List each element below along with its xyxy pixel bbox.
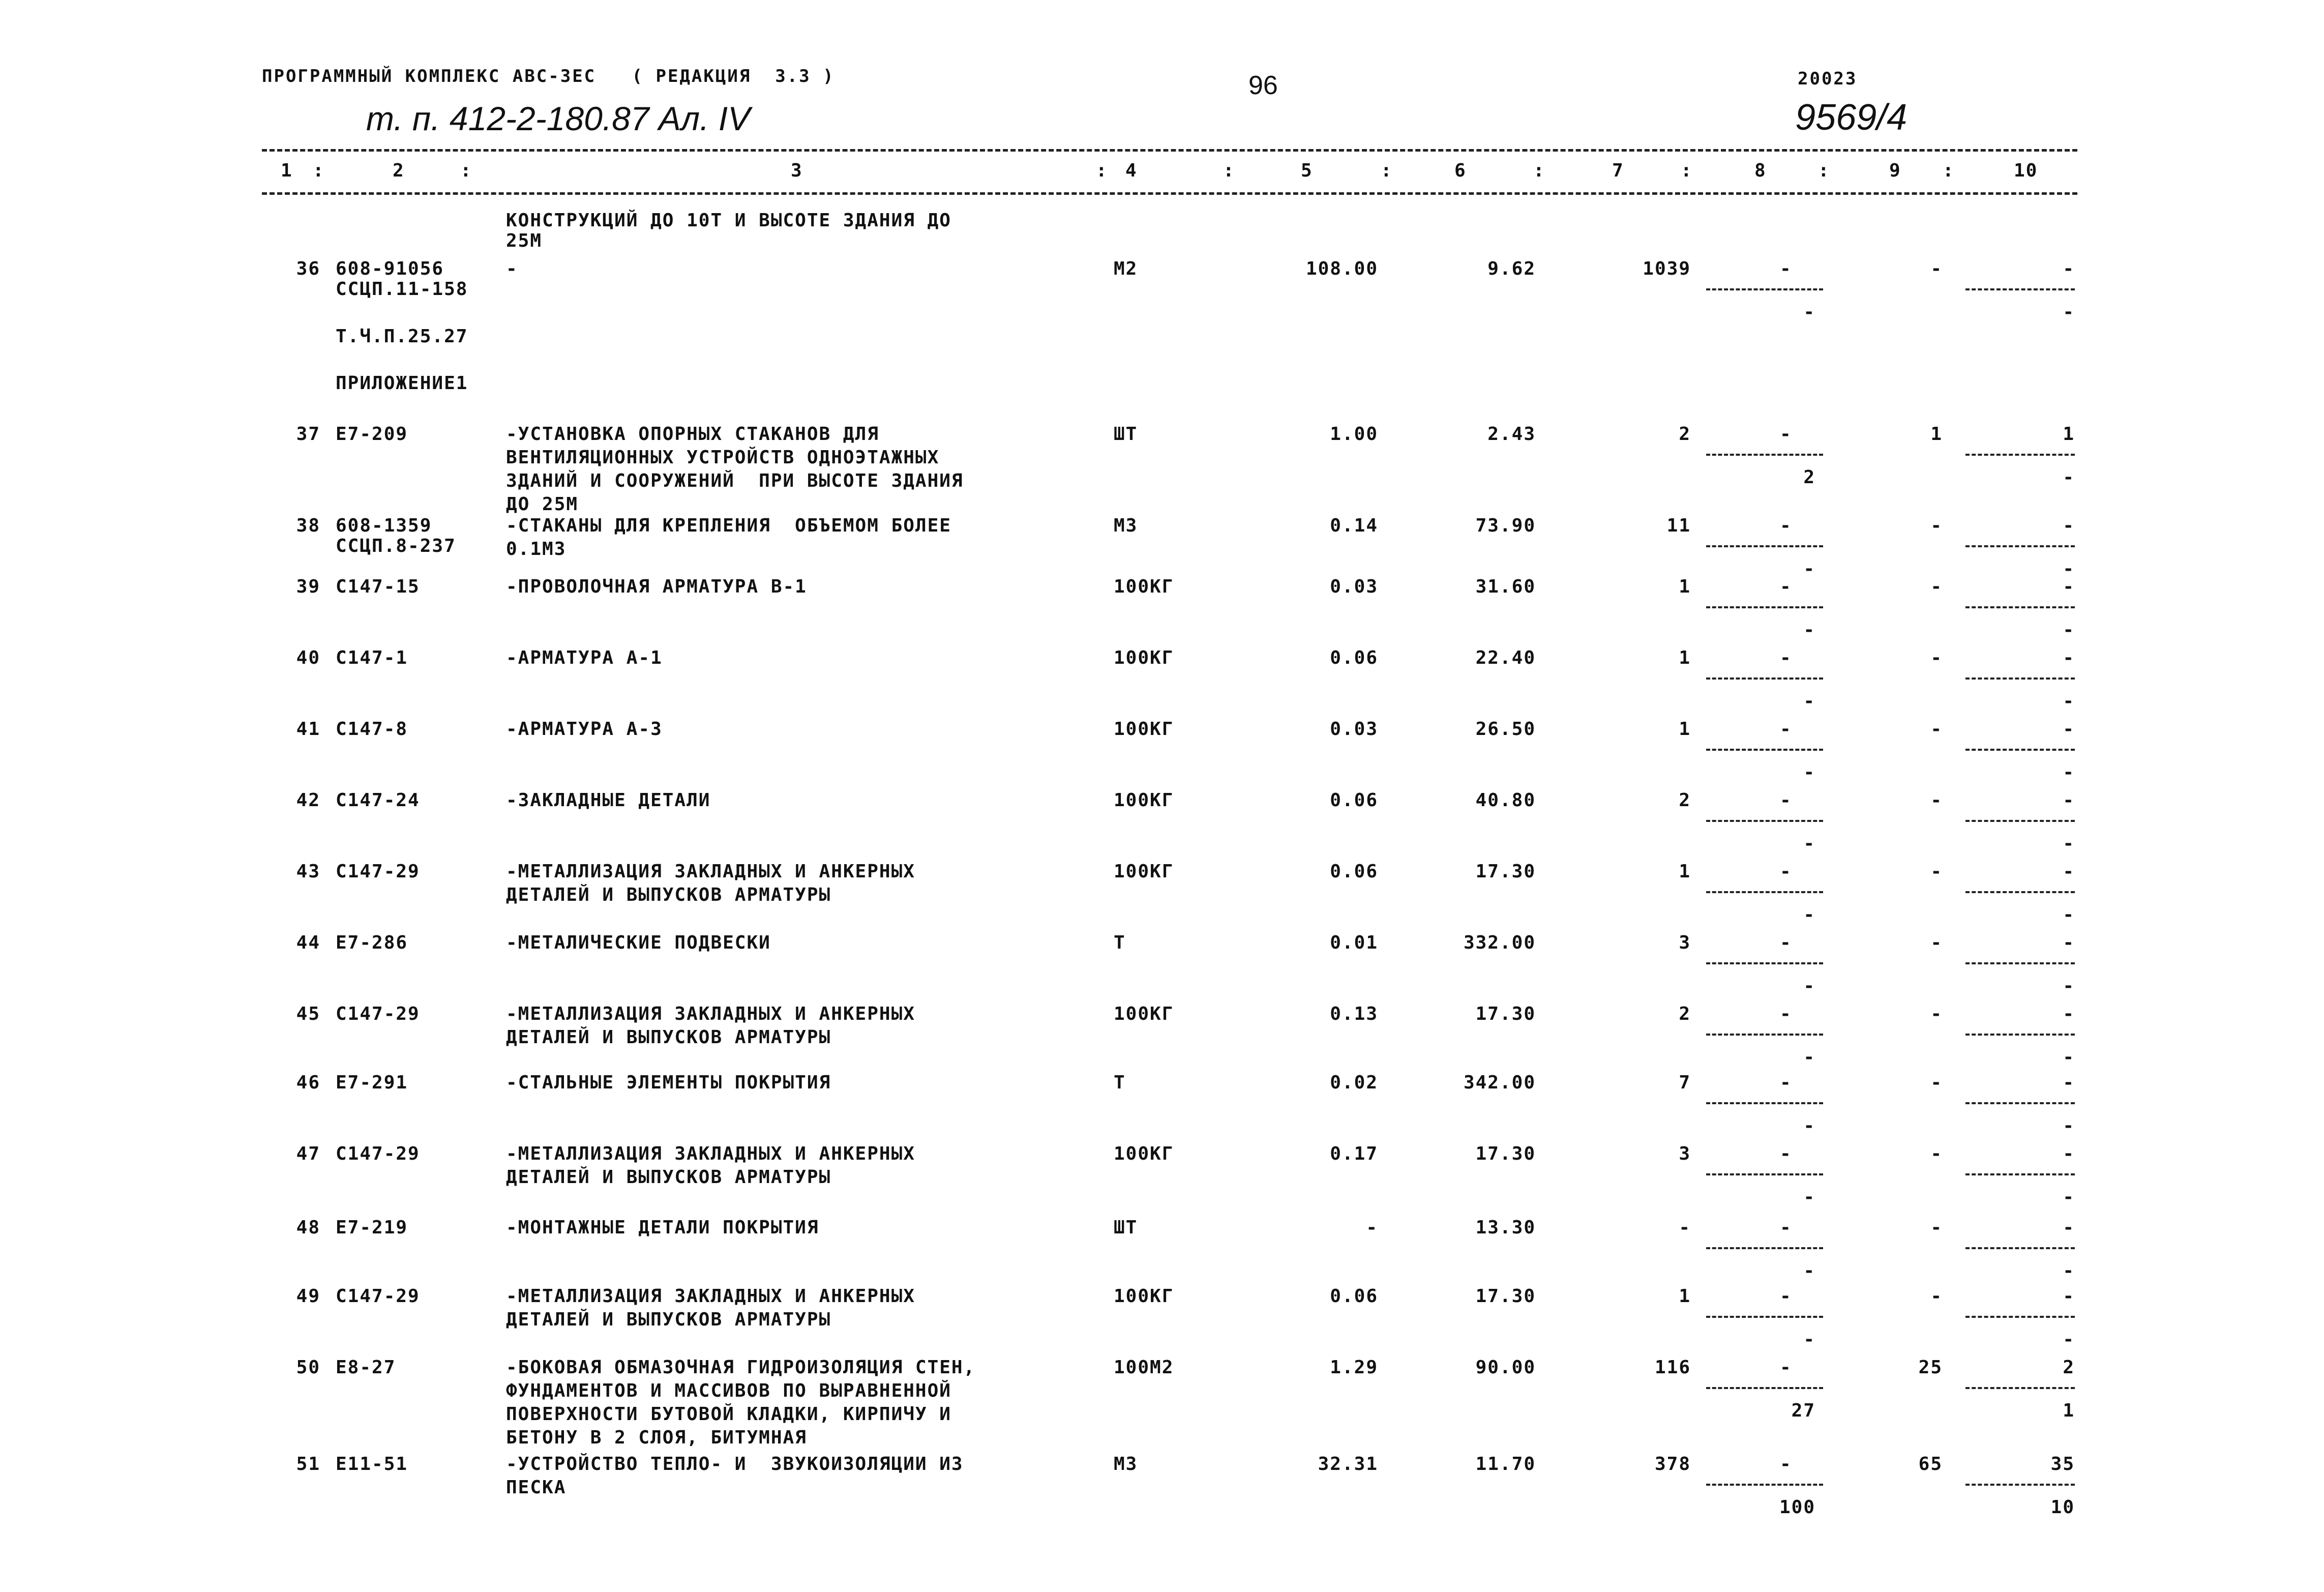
tech-part-ref: Т.Ч.П.25.27 <box>336 326 468 347</box>
col9-value: 25 <box>1918 1357 1943 1378</box>
unit-price: 11.70 <box>1475 1454 1536 1475</box>
col10-fraction-line <box>1965 1484 2075 1486</box>
item-description: -ЗАКЛАДНЫЕ ДЕТАЛИ <box>506 790 711 811</box>
total-cost: 1 <box>1679 719 1691 740</box>
col8-bottom: 27 <box>1791 1400 1815 1421</box>
col8-bottom: - <box>1803 620 1815 640</box>
unit-price: 31.60 <box>1475 576 1536 597</box>
quantity: 108.00 <box>1305 258 1378 279</box>
row-number: 36 <box>296 258 320 279</box>
unit-price: 26.50 <box>1475 719 1536 740</box>
col8-fraction-line <box>1706 962 1823 964</box>
col9-value: - <box>1930 932 1943 953</box>
row-number: 47 <box>296 1143 320 1164</box>
col10-fraction-line <box>1965 677 2075 680</box>
col8-bottom: - <box>1803 558 1815 579</box>
column-separator: : <box>1818 160 1830 181</box>
column-number: 6 <box>1454 160 1467 181</box>
total-cost: 7 <box>1679 1072 1691 1093</box>
col10-top: - <box>2063 861 2075 882</box>
item-description: ДЕТАЛЕЙ И ВЫПУСКОВ АРМАТУРЫ <box>506 1167 831 1188</box>
total-cost: 1039 <box>1643 258 1691 279</box>
col10-top: 35 <box>2050 1454 2075 1475</box>
col8-top: - <box>1780 1217 1792 1238</box>
unit: ШТ <box>1114 1217 1138 1238</box>
column-separator: : <box>1943 160 1955 181</box>
column-number: 4 <box>1125 160 1138 181</box>
item-code: 608-91056 <box>336 258 444 279</box>
col8-fraction-line <box>1706 606 1823 608</box>
col10-bottom: - <box>2063 691 2075 712</box>
column-number: 9 <box>1889 160 1901 181</box>
col8-top: - <box>1780 647 1792 668</box>
col10-top: - <box>2063 1004 2075 1024</box>
col8-bottom: - <box>1803 1329 1815 1350</box>
item-description: - <box>506 258 518 279</box>
col10-bottom: - <box>2063 558 2075 579</box>
col8-top: - <box>1780 1286 1792 1307</box>
item-description: ДЕТАЛЕЙ И ВЫПУСКОВ АРМАТУРЫ <box>506 1309 831 1330</box>
col8-top: - <box>1780 1357 1792 1378</box>
column-separator: : <box>1381 160 1393 181</box>
unit: ШТ <box>1114 424 1138 445</box>
unit-price: 17.30 <box>1475 861 1536 882</box>
total-cost: 3 <box>1679 932 1691 953</box>
row-number: 46 <box>296 1072 320 1093</box>
col8-bottom: - <box>1803 762 1815 783</box>
unit-price: 342.00 <box>1463 1072 1536 1093</box>
col8-top: - <box>1780 719 1792 740</box>
col10-bottom: - <box>2063 1047 2075 1068</box>
col10-fraction-line <box>1965 1247 2075 1249</box>
col10-bottom: - <box>2063 904 2075 925</box>
col8-fraction-line <box>1706 545 1823 547</box>
col10-fraction-line <box>1965 454 2075 456</box>
column-separator: : <box>1533 160 1545 181</box>
col10-top: - <box>2063 1072 2075 1093</box>
col8-top: - <box>1780 1004 1792 1024</box>
quantity: 0.02 <box>1330 1072 1378 1093</box>
col10-top: - <box>2063 1286 2075 1307</box>
col8-fraction-line <box>1706 749 1823 751</box>
quantity: 0.06 <box>1330 861 1378 882</box>
item-description: -АРМАТУРА А-3 <box>506 719 663 740</box>
col10-top: - <box>2063 1217 2075 1238</box>
col8-top: - <box>1780 424 1792 445</box>
item-code: С147-24 <box>336 790 420 811</box>
col8-fraction-line <box>1706 1173 1823 1175</box>
unit: Т <box>1114 1072 1126 1093</box>
quantity: 32.31 <box>1318 1454 1378 1475</box>
unit: 100КГ <box>1114 576 1174 597</box>
total-cost: 116 <box>1654 1357 1691 1378</box>
quantity: 0.03 <box>1330 719 1378 740</box>
item-description: ДЕТАЛЕЙ И ВЫПУСКОВ АРМАТУРЫ <box>506 1027 831 1048</box>
col10-bottom: - <box>2063 833 2075 854</box>
document-code: 20023 <box>1798 69 1858 89</box>
total-cost: 3 <box>1679 1143 1691 1164</box>
col9-value: - <box>1930 1217 1943 1238</box>
unit-price: 13.30 <box>1475 1217 1536 1238</box>
unit: 100КГ <box>1114 1286 1174 1307</box>
item-code: Е7-291 <box>336 1072 408 1093</box>
col8-bottom: - <box>1803 691 1815 712</box>
col8-bottom: - <box>1803 976 1815 996</box>
col10-top: - <box>2063 258 2075 279</box>
col10-fraction-line <box>1965 1034 2075 1036</box>
unit: М3 <box>1114 1454 1138 1475</box>
quantity: 0.06 <box>1330 790 1378 811</box>
item-description: -УСТАНОВКА ОПОРНЫХ СТАКАНОВ ДЛЯ <box>506 424 879 445</box>
item-code: С147-29 <box>336 1004 420 1024</box>
page-number: 96 <box>1248 71 1278 100</box>
item-description: 0.1М3 <box>506 539 567 559</box>
row-number: 38 <box>296 515 320 536</box>
col10-fraction-line <box>1965 820 2075 822</box>
row-number: 43 <box>296 861 320 882</box>
item-description: -МЕТАЛЛИЗАЦИЯ ЗАКЛАДНЫХ И АНКЕРНЫХ <box>506 861 915 882</box>
item-description: ПОВЕРХНОСТИ БУТОВОЙ КЛАДКИ, КИРПИЧУ И <box>506 1404 951 1425</box>
quantity: 0.06 <box>1330 647 1378 668</box>
column-number: 2 <box>393 160 405 181</box>
col10-fraction-line <box>1965 1387 2075 1389</box>
quantity: 1.29 <box>1330 1357 1378 1378</box>
col10-bottom: - <box>2063 762 2075 783</box>
col8-fraction-line <box>1706 454 1823 456</box>
item-code: С147-15 <box>336 576 420 597</box>
unit: Т <box>1114 932 1126 953</box>
unit: 100М2 <box>1114 1357 1174 1378</box>
item-code: С147-29 <box>336 1286 420 1307</box>
unit-price: 9.62 <box>1487 258 1536 279</box>
column-number: 8 <box>1754 160 1767 181</box>
column-separator: : <box>1681 160 1693 181</box>
program-title: ПРОГРАММНЫЙ КОМПЛЕКС АВС-3ЕС ( РЕДАКЦИЯ 3.3 ) <box>262 66 835 86</box>
item-description: -СТАКАНЫ ДЛЯ КРЕПЛЕНИЯ ОБЪЕМОМ БОЛЕЕ <box>506 515 951 536</box>
header-rule-bottom <box>262 192 2077 195</box>
item-description: -МОНТАЖНЫЕ ДЕТАЛИ ПОКРЫТИЯ <box>506 1217 819 1238</box>
col10-fraction-line <box>1965 1173 2075 1175</box>
col8-fraction-line <box>1706 891 1823 893</box>
total-cost: 1 <box>1679 647 1691 668</box>
col10-bottom: - <box>2063 1260 2075 1281</box>
row-number: 48 <box>296 1217 320 1238</box>
item-code: ССЦП.11-158 <box>336 279 468 300</box>
total-cost: 11 <box>1666 515 1691 536</box>
quantity: 0.01 <box>1330 932 1378 953</box>
item-description: -ПРОВОЛОЧНАЯ АРМАТУРА В-1 <box>506 576 807 597</box>
total-cost: 378 <box>1654 1454 1691 1475</box>
col10-top: 2 <box>2063 1357 2075 1378</box>
col10-top: - <box>2063 790 2075 811</box>
item-description: -СТАЛЬНЫЕ ЭЛЕМЕНТЫ ПОКРЫТИЯ <box>506 1072 831 1093</box>
col8-top: - <box>1780 576 1792 597</box>
row-number: 45 <box>296 1004 320 1024</box>
col9-value: - <box>1930 790 1943 811</box>
col8-bottom: - <box>1803 302 1815 322</box>
col8-bottom: - <box>1803 904 1815 925</box>
total-cost: 1 <box>1679 1286 1691 1307</box>
col10-fraction-line <box>1965 545 2075 547</box>
unit: 100КГ <box>1114 647 1174 668</box>
project-reference: т. п. 412-2-180.87 Ал. IV <box>366 100 751 137</box>
col8-fraction-line <box>1706 1034 1823 1036</box>
col8-fraction-line <box>1706 1247 1823 1249</box>
col10-bottom: - <box>2063 1187 2075 1207</box>
unit-price: 17.30 <box>1475 1143 1536 1164</box>
item-description: ПЕСКА <box>506 1477 567 1498</box>
col8-top: - <box>1780 861 1792 882</box>
col10-fraction-line <box>1965 1316 2075 1318</box>
item-description: ДЕТАЛЕЙ И ВЫПУСКОВ АРМАТУРЫ <box>506 885 831 905</box>
col10-top: - <box>2063 576 2075 597</box>
item-description: -БОКОВАЯ ОБМАЗОЧНАЯ ГИДРОИЗОЛЯЦИЯ СТЕН, <box>506 1357 976 1378</box>
total-cost: 2 <box>1679 790 1691 811</box>
col8-top: - <box>1780 1143 1792 1164</box>
col8-top: - <box>1780 515 1792 536</box>
total-cost: 1 <box>1679 576 1691 597</box>
item-description: -АРМАТУРА А-1 <box>506 647 663 668</box>
col8-top: - <box>1780 790 1792 811</box>
col10-bottom: - <box>2063 620 2075 640</box>
col9-value: 1 <box>1930 424 1943 445</box>
unit: 100КГ <box>1114 1004 1174 1024</box>
item-description: ВЕНТИЛЯЦИОННЫХ УСТРОЙСТВ ОДНОЭТАЖНЫХ <box>506 447 940 468</box>
col9-value: - <box>1930 258 1943 279</box>
item-description: ЗДАНИЙ И СООРУЖЕНИЙ ПРИ ВЫСОТЕ ЗДАНИЯ <box>506 470 964 491</box>
col8-top: - <box>1780 1454 1792 1475</box>
column-separator: : <box>1096 160 1108 181</box>
col8-top: - <box>1780 258 1792 279</box>
col9-value: - <box>1930 515 1943 536</box>
col10-bottom: - <box>2063 1329 2075 1350</box>
row-number: 49 <box>296 1286 320 1307</box>
col9-value: 65 <box>1918 1454 1943 1475</box>
quantity: 0.17 <box>1330 1143 1378 1164</box>
col9-value: - <box>1930 1143 1943 1164</box>
unit: 100КГ <box>1114 719 1174 740</box>
col10-bottom: - <box>2063 302 2075 322</box>
unit-price: 22.40 <box>1475 647 1536 668</box>
unit: 100КГ <box>1114 790 1174 811</box>
col10-bottom: 1 <box>2063 1400 2075 1421</box>
col10-top: - <box>2063 1143 2075 1164</box>
col10-top: - <box>2063 647 2075 668</box>
row-number: 50 <box>296 1357 320 1378</box>
quantity: 0.14 <box>1330 515 1378 536</box>
unit: М2 <box>1114 258 1138 279</box>
col9-value: - <box>1930 1004 1943 1024</box>
unit-price: 73.90 <box>1475 515 1536 536</box>
col9-value: - <box>1930 647 1943 668</box>
col9-value: - <box>1930 719 1943 740</box>
item-code: С147-8 <box>336 719 408 740</box>
unit-price: 40.80 <box>1475 790 1536 811</box>
quantity: 0.06 <box>1330 1286 1378 1307</box>
col9-value: - <box>1930 861 1943 882</box>
col8-bottom: - <box>1803 1047 1815 1068</box>
row-number: 44 <box>296 932 320 953</box>
col10-fraction-line <box>1965 962 2075 964</box>
col8-fraction-line <box>1706 1484 1823 1486</box>
item-description: -МЕТАЛИЧЕСКИЕ ПОДВЕСКИ <box>506 932 771 953</box>
col10-top: 1 <box>2063 424 2075 445</box>
total-cost: 1 <box>1679 861 1691 882</box>
col8-fraction-line <box>1706 288 1823 290</box>
item-code: Е7-209 <box>336 424 408 445</box>
row-number: 41 <box>296 719 320 740</box>
col10-bottom: - <box>2063 976 2075 996</box>
row-number: 51 <box>296 1454 320 1475</box>
col9-value: - <box>1930 1072 1943 1093</box>
row-number: 37 <box>296 424 320 445</box>
col8-bottom: - <box>1803 1187 1815 1207</box>
total-cost: 2 <box>1679 1004 1691 1024</box>
item-code: Е11-51 <box>336 1454 408 1475</box>
unit-price: 17.30 <box>1475 1004 1536 1024</box>
column-number: 1 <box>281 160 293 181</box>
quantity: 0.03 <box>1330 576 1378 597</box>
unit: 100КГ <box>1114 861 1174 882</box>
unit-price: 17.30 <box>1475 1286 1536 1307</box>
item-description: ФУНДАМЕНТОВ И МАССИВОВ ПО ВЫРАВНЕННОЙ <box>506 1380 951 1401</box>
col8-top: - <box>1780 1072 1792 1093</box>
column-separator: : <box>460 160 472 181</box>
item-description: -МЕТАЛЛИЗАЦИЯ ЗАКЛАДНЫХ И АНКЕРНЫХ <box>506 1004 915 1024</box>
item-description: ДО 25М <box>506 494 579 515</box>
column-number: 3 <box>791 160 803 181</box>
header-rule-top <box>262 149 2077 152</box>
col8-bottom: 2 <box>1803 467 1815 488</box>
unit-price: 2.43 <box>1487 424 1536 445</box>
item-code: Е7-286 <box>336 932 408 953</box>
quantity: 1.00 <box>1330 424 1378 445</box>
col8-top: - <box>1780 932 1792 953</box>
unit: М3 <box>1114 515 1138 536</box>
item-code: С147-29 <box>336 1143 420 1164</box>
col8-bottom: - <box>1803 1115 1815 1136</box>
col8-fraction-line <box>1706 820 1823 822</box>
col10-bottom: - <box>2063 1115 2075 1136</box>
unit-price: 90.00 <box>1475 1357 1536 1378</box>
unit-price: 332.00 <box>1463 932 1536 953</box>
item-description: БЕТОНУ В 2 СЛОЯ, БИТУМНАЯ <box>506 1427 807 1448</box>
col8-bottom: - <box>1803 833 1815 854</box>
col8-fraction-line <box>1706 1102 1823 1104</box>
column-separator: : <box>313 160 325 181</box>
col8-bottom: - <box>1803 1260 1815 1281</box>
col10-fraction-line <box>1965 606 2075 608</box>
quantity: 0.13 <box>1330 1004 1378 1024</box>
col10-top: - <box>2063 932 2075 953</box>
col8-fraction-line <box>1706 677 1823 680</box>
col10-fraction-line <box>1965 749 2075 751</box>
col10-fraction-line <box>1965 1102 2075 1104</box>
appendix-ref: ПРИЛОЖЕНИЕ1 <box>336 373 468 394</box>
col9-value: - <box>1930 576 1943 597</box>
col8-fraction-line <box>1706 1316 1823 1318</box>
item-code: С147-29 <box>336 861 420 882</box>
col10-top: - <box>2063 719 2075 740</box>
col8-bottom: 100 <box>1779 1497 1815 1518</box>
col9-value: - <box>1930 1286 1943 1307</box>
col8-fraction-line <box>1706 1387 1823 1389</box>
item-description: -МЕТАЛЛИЗАЦИЯ ЗАКЛАДНЫХ И АНКЕРНЫХ <box>506 1286 915 1307</box>
item-code: С147-1 <box>336 647 408 668</box>
total-cost: 2 <box>1679 424 1691 445</box>
sheet-number: 9569/4 <box>1795 97 1908 138</box>
row-number: 39 <box>296 576 320 597</box>
item-description: -УСТРОЙСТВО ТЕПЛО- И ЗВУКОИЗОЛЯЦИИ ИЗ <box>506 1454 964 1475</box>
item-code: Е7-219 <box>336 1217 408 1238</box>
column-number: 10 <box>2014 160 2038 181</box>
row-number: 40 <box>296 647 320 668</box>
row-number: 42 <box>296 790 320 811</box>
col10-bottom: 10 <box>2050 1497 2075 1518</box>
col10-bottom: - <box>2063 467 2075 488</box>
column-number: 5 <box>1301 160 1313 181</box>
total-cost: - <box>1679 1217 1691 1238</box>
item-code: Е8-27 <box>336 1357 396 1378</box>
continuation-line: 25М <box>506 230 543 251</box>
col10-fraction-line <box>1965 288 2075 290</box>
continuation-line: КОНСТРУКЦИЙ ДО 10Т И ВЫСОТЕ ЗДАНИЯ ДО <box>506 210 951 231</box>
item-code: 608-1359 <box>336 515 432 536</box>
col10-fraction-line <box>1965 891 2075 893</box>
item-code: ССЦП.8-237 <box>336 536 456 556</box>
item-description: -МЕТАЛЛИЗАЦИЯ ЗАКЛАДНЫХ И АНКЕРНЫХ <box>506 1143 915 1164</box>
quantity: - <box>1366 1217 1378 1238</box>
unit: 100КГ <box>1114 1143 1174 1164</box>
column-number: 7 <box>1612 160 1624 181</box>
col10-top: - <box>2063 515 2075 536</box>
column-separator: : <box>1223 160 1235 181</box>
